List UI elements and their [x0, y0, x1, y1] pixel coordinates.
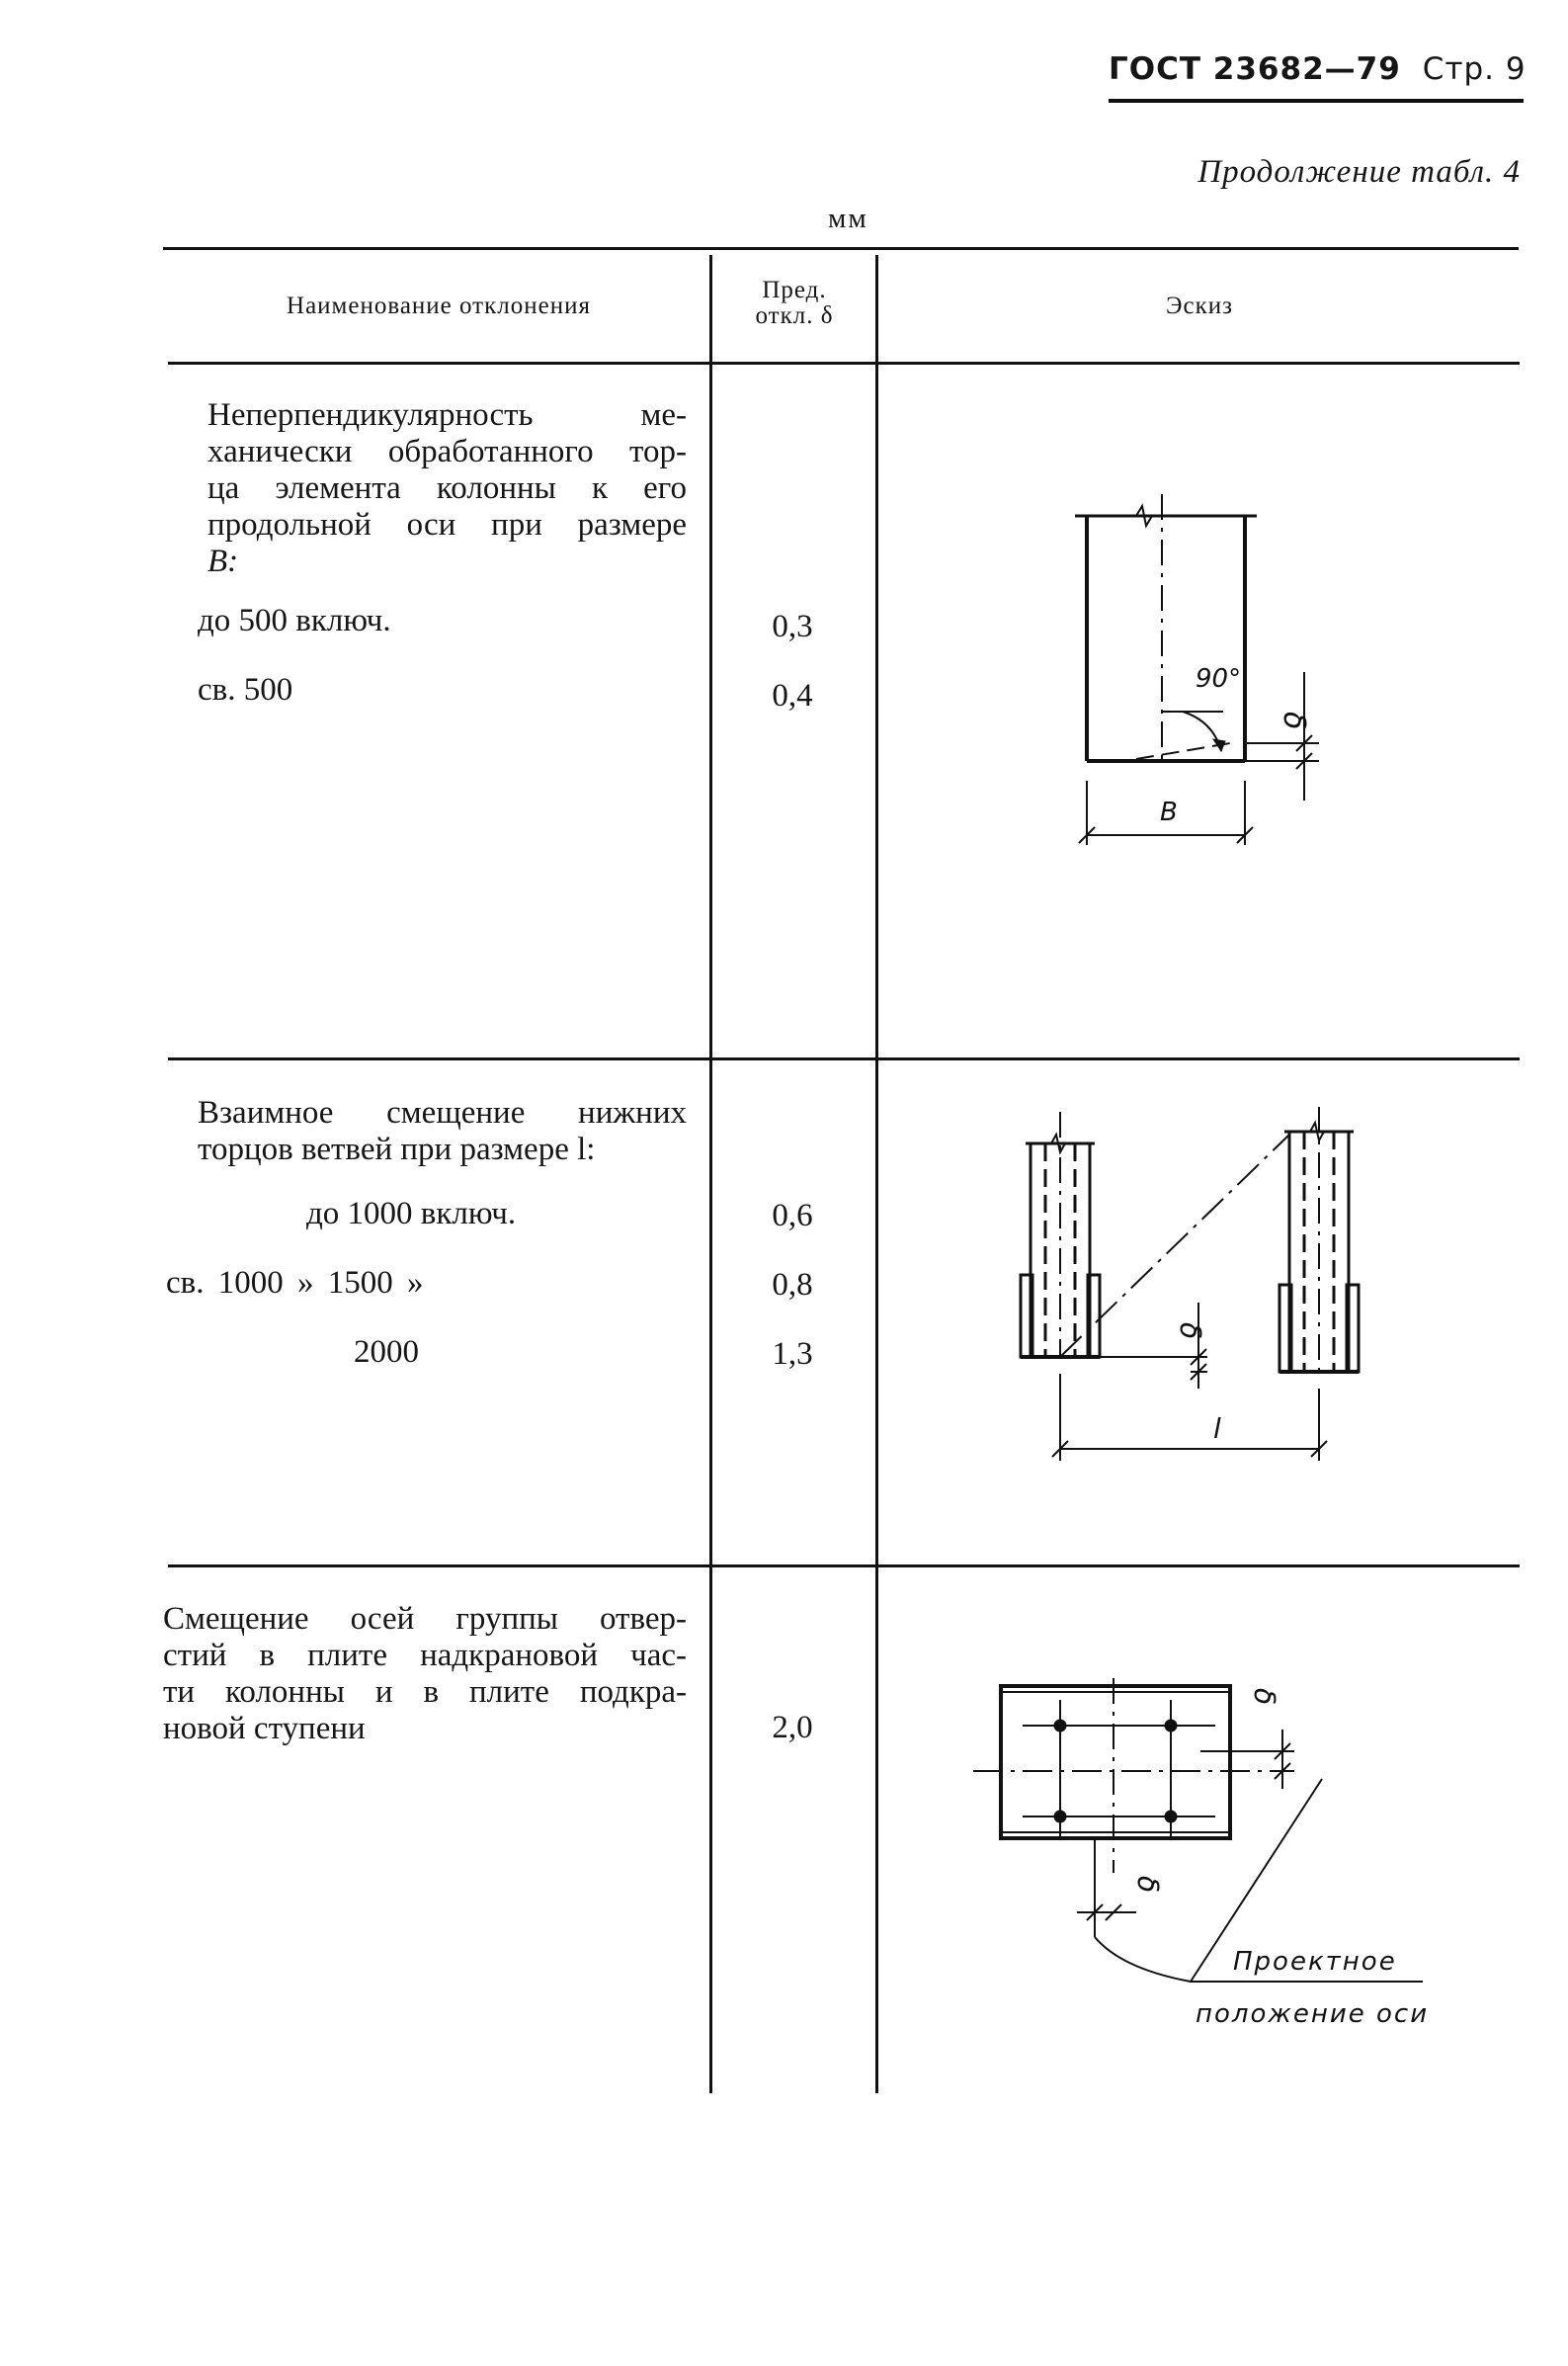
sketch3-delta-label-2: δ — [1131, 1876, 1164, 1894]
sketch1-width-label: B — [1160, 798, 1178, 827]
column-header-sketch: Эскиз — [1165, 293, 1233, 319]
sketch1-delta-label: δ — [1277, 712, 1311, 730]
row2-item2-value: 0,8 — [772, 1267, 813, 1303]
row1-item2-value: 0,4 — [772, 678, 813, 714]
standard-number: ГОСТ 23682—79 — [1109, 51, 1401, 87]
sketch3-note-line1: Проектное — [1233, 1947, 1397, 1977]
page-number: Стр. 9 — [1422, 51, 1527, 87]
sketch3-note-line2: положение оси — [1196, 1999, 1430, 2029]
sketch2-length-label: l — [1213, 1412, 1221, 1445]
column-header-name: Наименование отклонения — [287, 293, 591, 319]
sketch2-delta-label: δ — [1174, 1322, 1206, 1340]
row2-item1-label: до 1000 включ. — [306, 1196, 517, 1231]
sketch3-delta-label-1: δ — [1248, 1688, 1280, 1706]
table-continuation-label: Продолжение табл. 4 — [1197, 154, 1521, 190]
row3-description: Смещение осей группы отвер- стий в плите надкрановой час- ти колонны и в плите подкра- новой ступени — [163, 1601, 687, 1746]
column-header-tolerance: Пред. откл. δ — [755, 277, 834, 329]
row3-item1-value: 2,0 — [772, 1710, 813, 1745]
row2-item2-label: св. 1000 » 1500 » — [166, 1265, 424, 1301]
sketch1-angle-label: 90° — [1196, 664, 1242, 694]
row2-item1-value: 0,6 — [772, 1198, 813, 1233]
sketch-branch-offset — [1021, 1107, 1359, 1461]
row1-item1-label: до 500 включ. — [198, 603, 391, 638]
units-label: мм — [828, 203, 868, 234]
row2-item3-label: 2000 — [354, 1334, 419, 1370]
row2-item3-value: 1,3 — [772, 1336, 813, 1372]
sketch-hole-group — [973, 1678, 1423, 1982]
row2-description: Взаимное смещение нижних торцов ветвей при размере l: — [198, 1095, 687, 1167]
row1-item1-value: 0,3 — [772, 609, 813, 644]
row1-description: Неперпендикулярность ме- ханически обработанного тор- ца элемента колонны к его продольной оси при размере B: — [207, 397, 687, 579]
row1-item2-label: св. 500 — [198, 672, 293, 708]
